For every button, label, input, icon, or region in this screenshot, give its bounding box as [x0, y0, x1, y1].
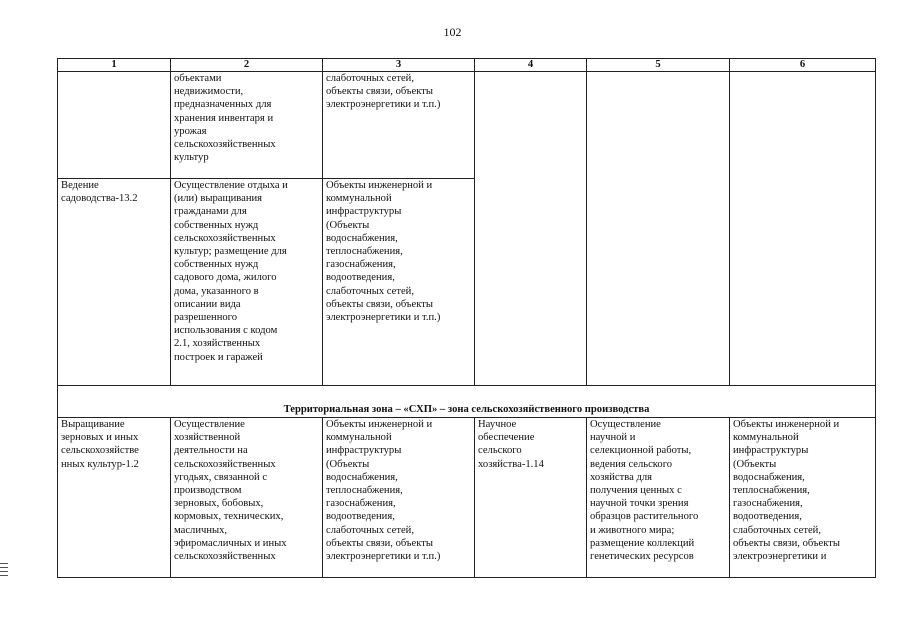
- zone-title: Территориальная зона – «СХП» – зона сельскохозяйственного производства: [58, 386, 876, 418]
- column-header-4: 4: [475, 59, 587, 72]
- table-cell: [58, 72, 171, 179]
- table-cell: Осуществление хозяйственной деятельности на сельскохозяйственных угодьях, связанной с производством зерновых, бобовых, кормовых, технических, масличных, эфиромасличных и иных сельскохозяйственных: [171, 418, 323, 578]
- table-cell: [475, 72, 587, 386]
- column-header-2: 2: [171, 59, 323, 72]
- table-cell: Объекты инженерной и коммунальной инфраструктуры (Объекты водоснабжения, теплоснабжения, газоснабжения, водоотведения, слаботочных сетей, объекты связи, объекты электроэнергетики и т.п.): [323, 179, 475, 386]
- table-cell: Ведение садоводства-13.2: [58, 179, 171, 386]
- table-cell: Осуществление научной и селекционной работы, ведения сельского хозяйства для получения ценных с научной точки зрения образцов растительного и животного мира; размещение коллекций генетических ресурсов: [587, 418, 730, 578]
- regulations-table: [57, 58, 876, 578]
- column-header-1: 1: [58, 59, 171, 72]
- table-cell: Выращивание зерновых и иных сельскохозяйстве нных культур-1.2: [58, 418, 171, 578]
- table-cell: Объекты инженерной и коммунальной инфраструктуры (Объекты водоснабжения, теплоснабжения, газоснабжения, водоотведения, слаботочных сетей, объекты связи, объекты электроэнергетики и: [730, 418, 876, 578]
- page-number: 102: [443, 25, 462, 39]
- header-row: [58, 59, 876, 72]
- table-cell: Объекты инженерной и коммунальной инфраструктуры (Объекты водоснабжения, теплоснабжения, газоснабжения, водоотведения, слаботочных сетей, объекты связи, объекты электроэнергетики и т.п.): [323, 418, 475, 578]
- column-header-6: 6: [730, 59, 876, 72]
- table-cell: Осуществление отдыха и (или) выращивания гражданами для собственных нужд сельскохозяйственных культур; размещение для собственных нужд садового дома, жилого дома, указанного в описании вида разрешенного использования с кодом 2.1, хозяйственных построек и гаражей: [171, 179, 323, 386]
- binding-margin-mark: [0, 563, 8, 583]
- table-cell: Научное обеспечение сельского хозяйства-1.14: [475, 418, 587, 578]
- table-cell: слаботочных сетей, объекты связи, объекты электроэнергетики и т.п.): [323, 72, 475, 179]
- table-row: [58, 72, 876, 179]
- table-row: [58, 418, 876, 578]
- table-cell: [587, 72, 730, 386]
- column-header-5: 5: [587, 59, 730, 72]
- table-cell: [730, 72, 876, 386]
- zone-title-row: [58, 386, 876, 418]
- column-header-3: 3: [323, 59, 475, 72]
- table-cell: объектами недвижимости, предназначенных для хранения инвентаря и урожая сельскохозяйственных культур: [171, 72, 323, 179]
